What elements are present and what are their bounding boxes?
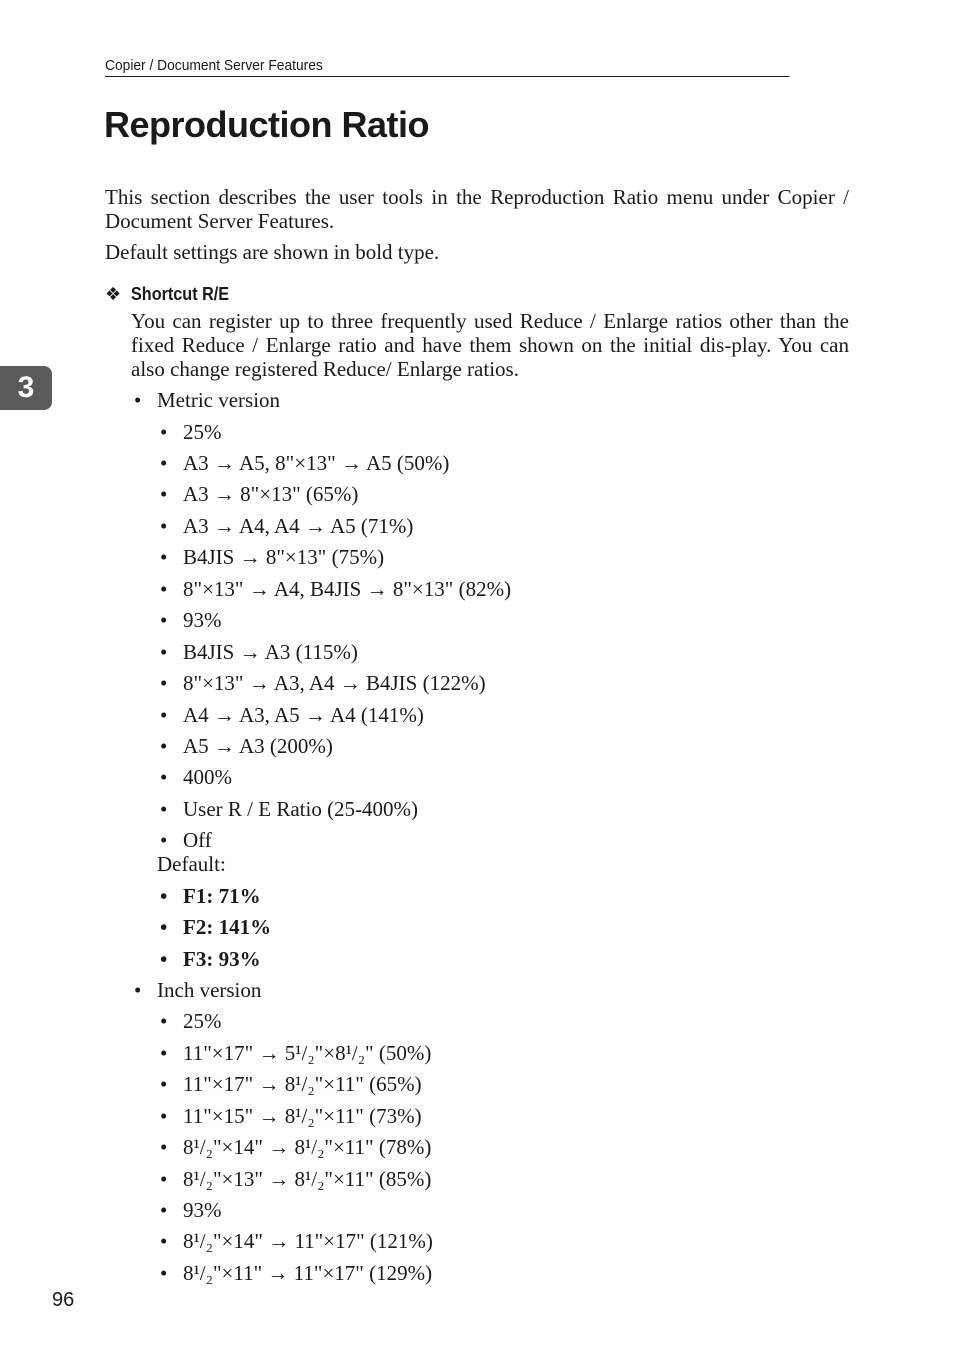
list-item: • 93% (160, 608, 222, 632)
list-item: • A3 → 8"×13" (65%) (160, 482, 359, 506)
default-note: Default settings are shown in bold type. (105, 240, 440, 264)
page-number: 96 (52, 1289, 75, 1311)
page-title: Reproduction Ratio (104, 104, 429, 145)
default-item: • F3: 93% (160, 947, 261, 971)
section-description: You can register up to three frequently used Reduce / Enlarge ratios other than the fixed Reduce / Enlarge ratio and have them shown on the initial dis-play. You can also change registered Reduce/ Enlarge ratios. (131, 309, 849, 381)
default-item: • F1: 71% (160, 884, 261, 908)
list-item: • User R / E Ratio (25-400%) (160, 797, 419, 821)
diamond-bullet-icon: ❖ (105, 284, 122, 304)
list-item: • 11"×17" → 5¹/₂"×8¹/₂" (50%) (160, 1041, 432, 1065)
list-item: • A3 → A5, 8"×13" → A5 (50%) (160, 451, 450, 475)
default-item: • F2: 141% (160, 915, 272, 939)
list-item: • 25% (160, 1009, 222, 1033)
list-item: • A5 → A3 (200%) (160, 734, 333, 758)
list-item: • A4 → A3, A5 → A4 (141%) (160, 703, 424, 727)
list-item: • 8¹/₂"×13" → 8¹/₂"×11" (85%) (160, 1167, 432, 1191)
list-item: • 8¹/₂"×11" → 11"×17" (129%) (160, 1261, 433, 1285)
section-heading: ❖ Shortcut R/E (105, 284, 230, 304)
list-item: • B4JIS → A3 (115%) (160, 640, 358, 664)
list-item: • 8¹/₂"×14" → 8¹/₂"×11" (78%) (160, 1135, 432, 1159)
list-item: • 11"×15" → 8¹/₂"×11" (73%) (160, 1104, 422, 1128)
list-item: • 8¹/₂"×14" → 11"×17" (121%) (160, 1229, 433, 1253)
list-item: • 8"×13" → A3, A4 → B4JIS (122%) (160, 671, 486, 695)
running-header: Copier / Document Server Features (105, 57, 789, 77)
list-item: • 400% (160, 765, 232, 789)
default-label: Default: (157, 852, 226, 876)
list-item: • 11"×17" → 8¹/₂"×11" (65%) (160, 1072, 422, 1096)
list-item: • 8"×13" → A4, B4JIS → 8"×13" (82%) (160, 577, 512, 601)
list-item-metric-version: • Metric version (134, 388, 281, 412)
list-item: • 25% (160, 420, 222, 444)
list-item: • Off (160, 828, 212, 852)
list-item: • 93% (160, 1198, 222, 1222)
intro-paragraph: This section describes the user tools in the Reproduction Ratio menu under Copier / Document Server Features. (105, 185, 849, 233)
list-item-inch-version: • Inch version (134, 978, 262, 1002)
list-item: • A3 → A4, A4 → A5 (71%) (160, 514, 414, 538)
list-item: • B4JIS → 8"×13" (75%) (160, 545, 385, 569)
chapter-tab: 3 (0, 366, 52, 410)
